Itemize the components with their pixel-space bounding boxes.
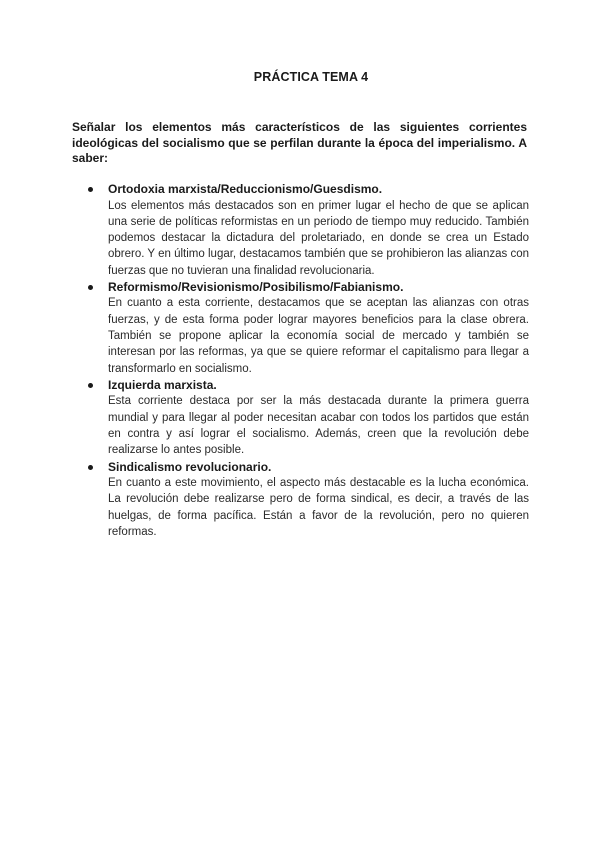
list-item-body: Esta corriente destaca por ser la más destacada durante la primera guerra mundial y para llegar al poder necesitan acabar con todos los partidos que están en contra y así lograr el socialismo. Además, creen que la revolución debe realizarse lo antes posible.	[108, 395, 529, 457]
list-item	[72, 181, 532, 279]
list-item-heading: Reformismo/Revisionismo/Posibilismo/Fabianismo.	[108, 279, 404, 294]
page-title: PRÁCTICA TEMA 4	[253, 70, 369, 84]
intro-paragraph: Señalar los elementos más característicos de las siguientes corrientes ideológicas del socialismo que se perfilan durante la época del imperialismo. A saber:	[72, 120, 527, 165]
list-item	[72, 459, 532, 541]
list-item-body: En cuanto a esta corriente, destacamos que se aceptan las alianzas con otras fuerzas, y de esta forma poder lograr mayores beneficios para la clase obrera. También se propone aplicar la economía social de mercado y también se interesan por las reformas, ya que se quiere reformar el capitalismo para llegar a transformarlo en socialismo.	[108, 297, 529, 375]
bullet-icon	[88, 187, 93, 192]
list-item-heading: Izquierda marxista.	[108, 377, 217, 392]
list-item	[72, 377, 532, 459]
bullet-list	[72, 181, 532, 540]
list-item	[72, 279, 532, 377]
bullet-icon	[88, 383, 93, 388]
list-item-heading: Ortodoxia marxista/Reduccionismo/Guesdismo.	[108, 182, 383, 196]
list-item-body: En cuanto a este movimiento, el aspecto más destacable es la lucha económica. La revolución debe realizarse pero de forma sindical, es decir, a través de las huelgas, de forma pacífica. Están a favor de la revolución, pero no quieren reformas.	[108, 477, 529, 539]
bullet-icon	[88, 465, 93, 470]
bullet-icon	[88, 285, 93, 290]
list-item-heading: Sindicalismo revolucionario.	[108, 459, 272, 474]
list-item-body: Los elementos más destacados son en primer lugar el hecho de que se aplican una serie de políticas reformistas en un periodo de tiempo muy reducido. También podemos destacar la dictadura del proletariado, en donde se crea un Estado obrero. Y en último lugar, destacamos también que se prohibieron las alianzas con fuerzas que no tuvieran una finalidad revolucionaria.	[108, 199, 529, 277]
